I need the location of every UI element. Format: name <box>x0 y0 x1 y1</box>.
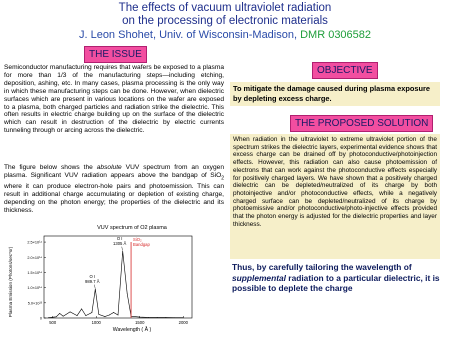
authors: J. Leon Shohet, Univ. of Wisconsin-Madison, <box>78 29 301 41</box>
spectrum-point <box>81 309 82 310</box>
chart-xlabel: Wavelength ( Å ) <box>112 327 152 333</box>
x-tick-label: 500 <box>49 320 57 325</box>
issue-label: THE ISSUE <box>84 46 147 63</box>
spectrum-point <box>174 317 175 318</box>
spectrum-point <box>70 312 71 313</box>
chart-ylabel: Plasma Emission (Photons/sec*sr) <box>8 246 13 318</box>
spectrum-point <box>166 317 167 318</box>
spectrum-point <box>85 315 86 316</box>
conclusion-emphasis: supplemental <box>232 272 286 283</box>
grant-number: DMR 0306582 <box>300 29 372 41</box>
objective-label: OBJECTIVE <box>312 62 378 79</box>
peak-arrow <box>122 247 123 251</box>
chart-title: VUV spectrum of O2 plasma <box>97 225 167 231</box>
conclusion-text <box>232 262 440 294</box>
issue-paragraph-1: Semiconductor manufacturing requires that wafers be exposed to a plasma for more than 1/3 of the manufacturing steps—including etching, deposition, ashing, etc. In many cases, plasma processing is the only way in which these manufacturing steps can be done. However, when dielectric surfaces which are present in various locations on the wafer are exposed to a plasma, both charged particles and radiation strike the dielectric. This often results in electric charge building up on the surface of the dielectric which can result in destruction of the dielectric by electric currents tunneling through or arcing across the dielectric. <box>4 64 224 135</box>
spectrum-point <box>118 315 119 316</box>
solution-box <box>230 134 440 259</box>
y-tick-label: 0 <box>39 316 42 321</box>
peak-wavelength: 989.7 Å <box>85 279 100 285</box>
x-tick-label: 1500 <box>135 320 145 325</box>
bandgap-label: SiO₂ <box>133 237 142 242</box>
p2-c: where it can produce electron-hole pairs and photoemission. This can result in additional charge accumulating or depletion of existing charge, depending on the photon energy; the properties of the dielectric and its thickness. <box>4 183 224 214</box>
spectrum-point <box>56 316 57 317</box>
spectrum-point <box>122 251 123 252</box>
peak-label: O I <box>116 236 123 242</box>
title-line-2: on the processing of electronic materials <box>122 15 328 27</box>
solution-text: When radiation in the ultraviolet to extreme ultraviolet portion of the spectrum strikes the dielectric layers, experimental evidence shows that excess charge can be drained off by photoconductive/photoinjection effects. However, this radiation can also cause photoemission of electrons that can work against the photoconductive effects especially for positively charged layers. We have shown that a positively charged dielectric can be depleted/neutralized of its charge by both photoinjective and/or photoconductive effects, while a negatively charged surface can be depleted/neutralized of its charge by photoemissive and/or photoconductive/photo-injective effects provided that the photon energy is adjusted for the dielectric properties and layer thickness. <box>233 136 437 228</box>
spectrum-point <box>98 314 99 315</box>
p2-b: VUV spectrum from an oxygen plasma. Significant VUV radiation appears above the bandgap of SiO <box>4 164 224 179</box>
y-tick-label: 2.5×10¹⁴ <box>27 240 42 245</box>
p2-emphasis: absolute <box>96 164 122 171</box>
spectrum-line <box>48 251 183 318</box>
p2-a: The figure below shows the <box>4 164 97 171</box>
y-tick-label: 1.0×10¹⁴ <box>27 286 42 291</box>
spectrum-point <box>109 315 110 316</box>
peak-wavelength: 1305 Å <box>113 241 127 247</box>
spectrum-point <box>127 293 128 294</box>
y-tick-label: 5.0×10¹³ <box>27 301 42 306</box>
solution-label: THE PROPOSED SOLUTION <box>290 115 433 132</box>
conclusion-a: Thus, by carefully tailoring the wavelength of <box>232 262 412 272</box>
p2-sub: 2 <box>221 175 224 182</box>
spectrum-point <box>63 316 64 317</box>
peak-arrow <box>94 285 95 289</box>
spectrum-point <box>139 317 140 318</box>
spectrum-point <box>77 315 78 316</box>
spectrum-point <box>48 317 49 318</box>
conclusion-b: radiation to a particular dielectric, it is possible to deplete the charge <box>232 272 440 293</box>
spectrum-point <box>105 316 106 317</box>
spectrum-point <box>183 317 184 318</box>
objective-text: To mitigate the damage caused during plasma exposure by depleting excess charge. <box>230 82 440 106</box>
spectrum-point <box>157 317 158 318</box>
y-tick-label: 2.0×10¹⁴ <box>27 255 42 260</box>
authors-line <box>0 29 450 42</box>
spectrum-point <box>95 289 96 290</box>
vuv-spectrum-chart <box>4 222 224 334</box>
spectrum-point <box>92 312 93 313</box>
chart-svg <box>4 222 224 334</box>
spectrum-point <box>113 312 114 313</box>
spectrum-point <box>148 317 149 318</box>
peak-label: O I <box>89 274 96 280</box>
issue-paragraph-2 <box>4 164 224 215</box>
y-tick-label: 1.5×10¹⁴ <box>27 270 42 275</box>
plot-frame <box>44 236 192 318</box>
title-line-1: The effects of vacuum ultraviolet radiation <box>118 2 332 14</box>
x-tick-label: 1000 <box>91 320 101 325</box>
bandgap-label-2: Bandgap <box>133 242 150 247</box>
x-tick-label: 2000 <box>178 320 188 325</box>
spectrum-point <box>59 313 60 314</box>
